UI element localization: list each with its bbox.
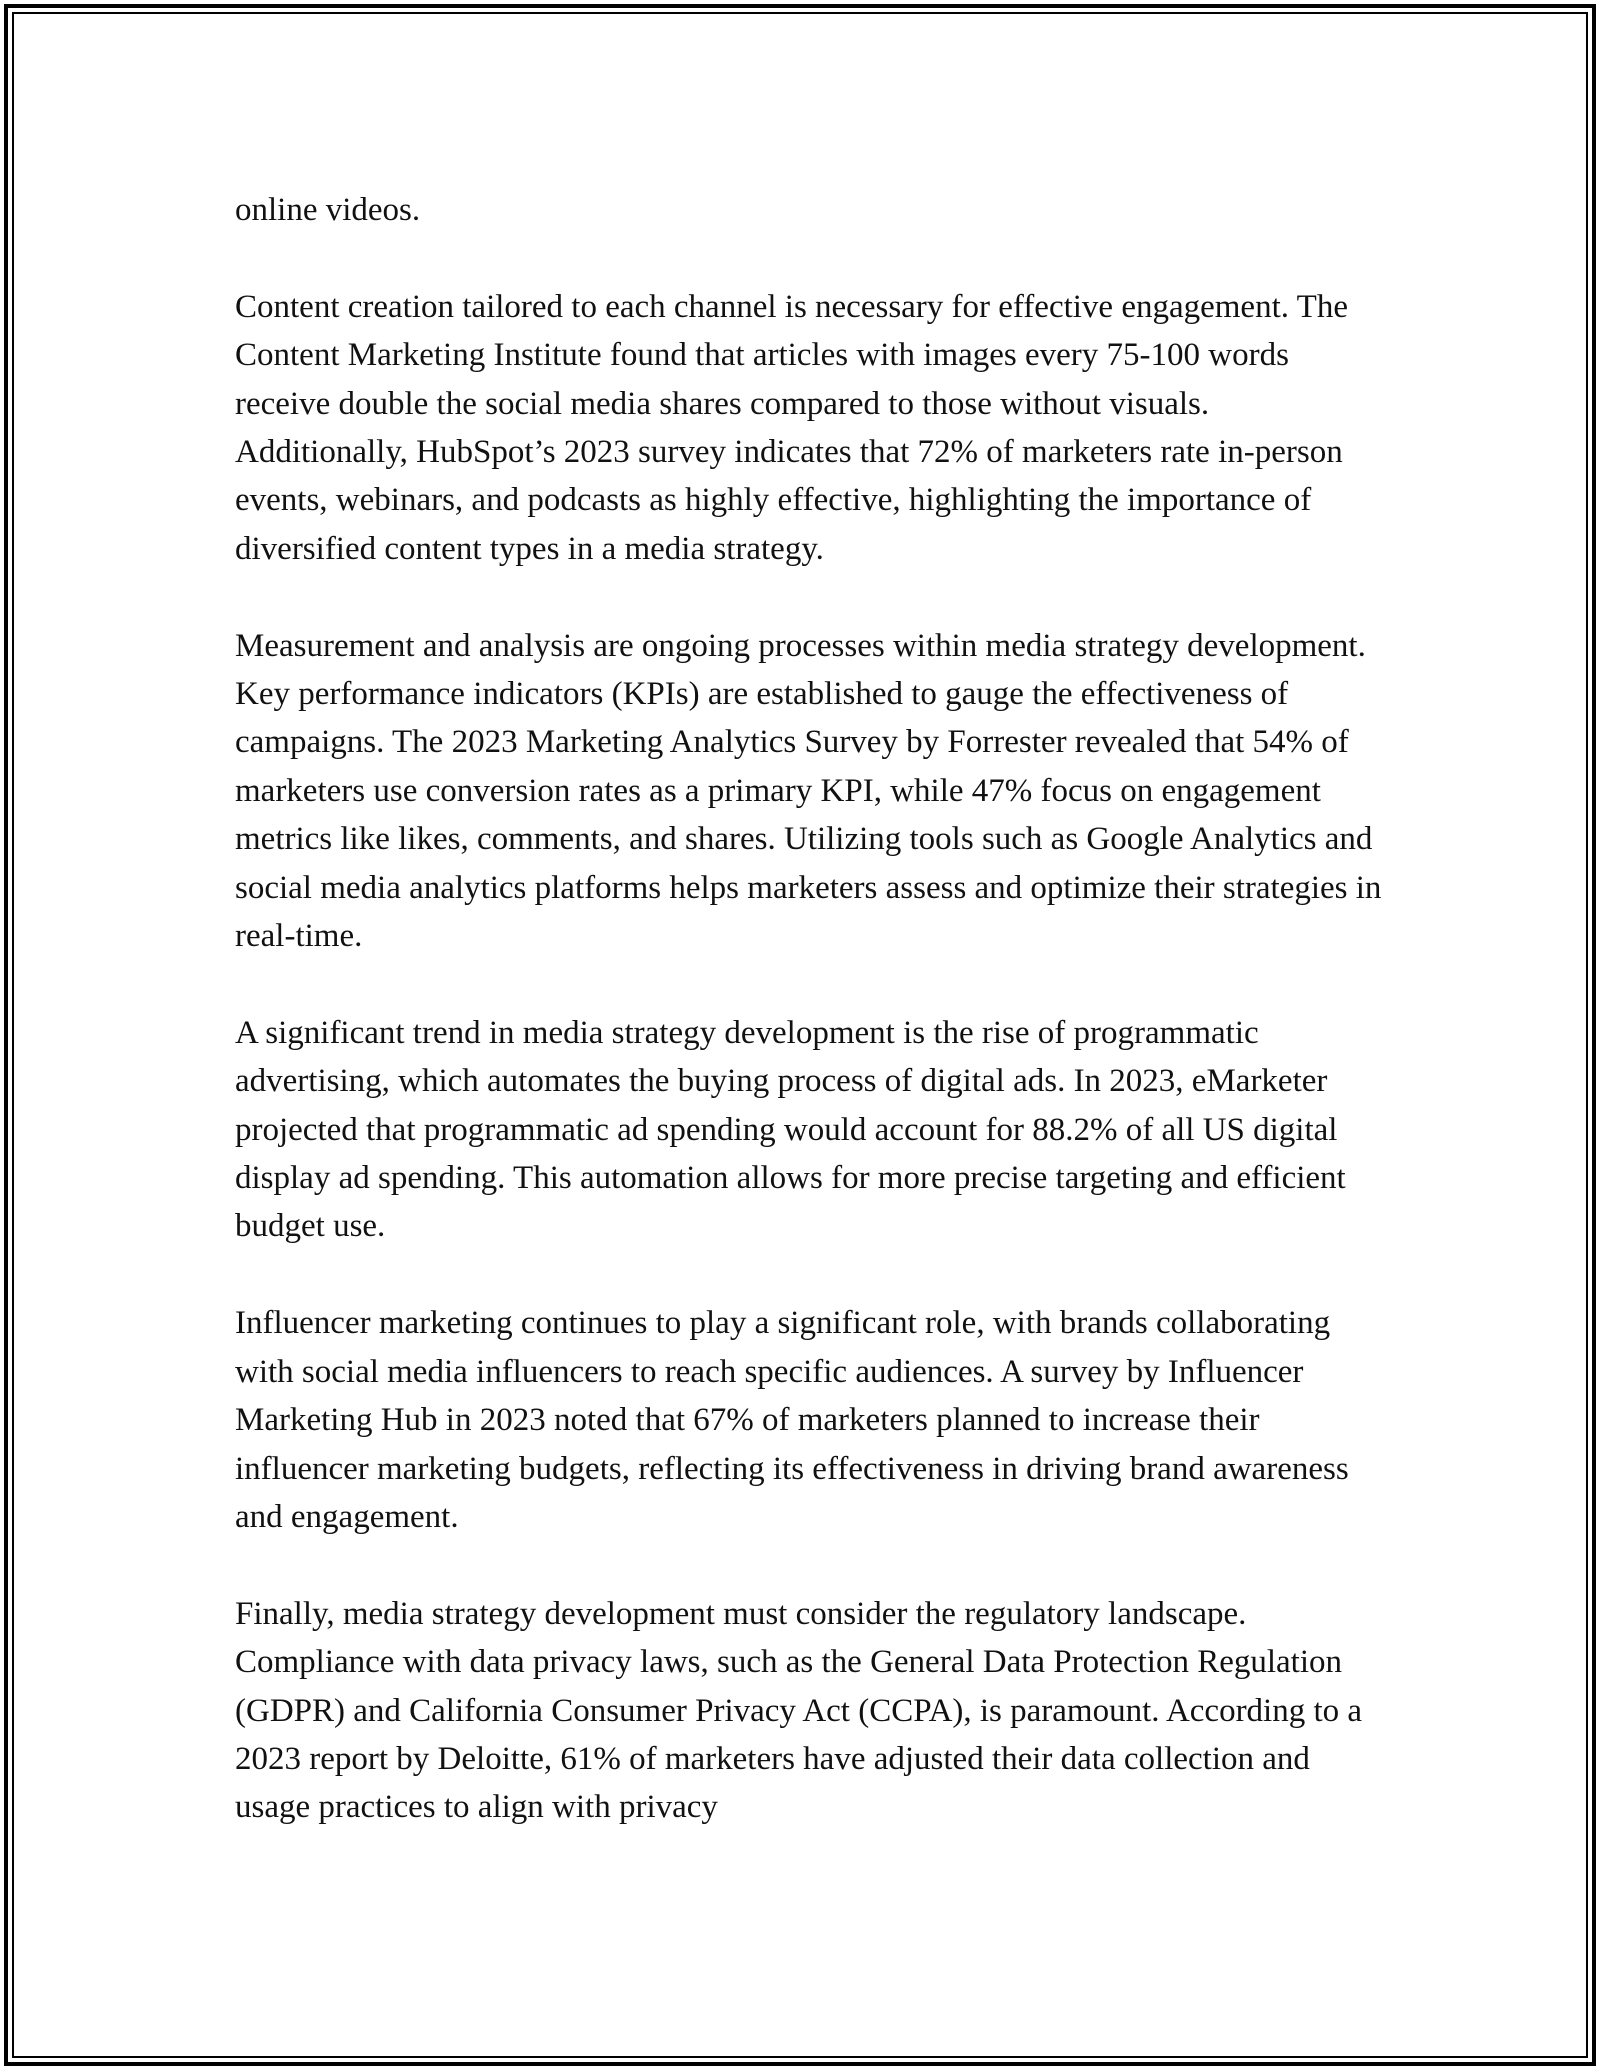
paragraph-measurement-analysis: Measurement and analysis are ongoing processes within media strategy development. Key performance indicators (KPIs) are established to gauge the effectiveness of campaigns. The 2023 Marketing Analytics Survey by Forrester revealed that 54% of marketers use conversion rates as a primary KPI, while 47% focus on engagement metrics like likes, comments, and shares. Utilizing tools such as Google Analytics and social media analytics platforms helps marketers assess and optimize their strategies in real-time.	[235, 627, 1382, 955]
document-body	[235, 186, 1385, 1832]
paragraph-content-creation: Content creation tailored to each channel is necessary for effective engagement. The Content Marketing Institute found that articles with images every 75-100 words receive double the social media shares compared to those without visuals. Additionally, HubSpot’s 2023 survey indicates that 72% of marketers rate in-person events, webinars, and podcasts as highly effective, highlighting the importance of diversified content types in a media strategy.	[235, 288, 1348, 567]
paragraph-programmatic-advertising: A significant trend in media strategy development is the rise of programmatic advertising, which automates the buying process of digital ads. In 2023, eMarketer projected that programmatic ad spending would account for 88.2% of all US digital display ad spending. This automation allows for more precise targeting and efficient budget use.	[235, 1014, 1346, 1245]
paragraph-influencer-marketing: Influencer marketing continues to play a significant role, with brands collaborating with social media influencers to reach specific audiences. A survey by Influencer Marketing Hub in 2023 noted that 67% of marketers planned to increase their influencer marketing budgets, reflecting its effectiveness in driving brand awareness and engagement.	[235, 1305, 1349, 1535]
paragraph-regulatory-landscape: Finally, media strategy development must consider the regulatory landscape. Compliance with data privacy laws, such as the General Data Protection Regulation (GDPR) and California Consumer Privacy Act (CCPA), is paramount. According to a 2023 report by Deloitte, 61% of marketers have adjusted their data collection and usage practices to align with privacy	[235, 1595, 1363, 1826]
paragraph-continuation: online videos.	[235, 192, 421, 228]
